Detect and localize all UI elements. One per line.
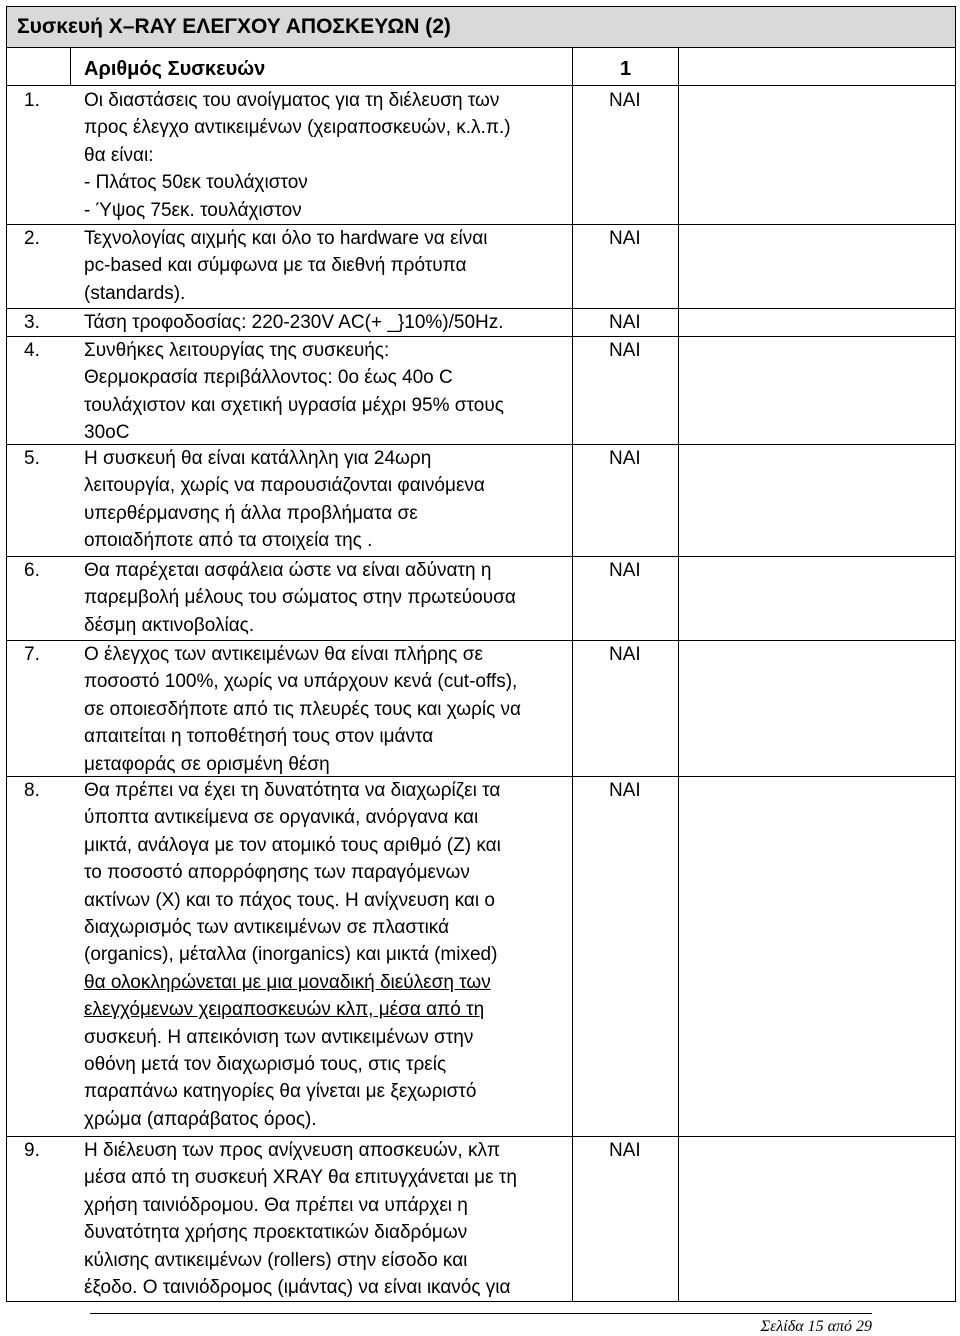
item-text-line: μικτά, ανάλογα με τον ατομικό τους αριθμό (Z) και (84, 834, 501, 856)
item-text-line: Τεχνολογίας αιχμής και όλο το hardware να είναι (84, 228, 488, 249)
item-number: 8. (24, 780, 40, 801)
item-text-line: Θα πρέπει να έχει τη δυνατότητα να διαχωρίζει τα (84, 780, 501, 801)
column-divider-left (70, 48, 71, 86)
item-text-line: Τάση τροφοδοσίας: 220-230V AC(+ _}10%)/50Hz. (84, 312, 504, 333)
item-text-line: - Ύψος 75εκ. τουλάχιστον (84, 199, 302, 221)
item-text-line: οποιαδήποτε από τα στοιχεία της . (84, 530, 373, 552)
row-divider (6, 336, 956, 337)
item-text-line: Ο έλεγχος των αντικειμένων θα είναι πλήρης σε (84, 644, 483, 665)
item-text-line: χρώμα (απαράβατος όρος). (84, 1108, 317, 1130)
item-text-line: ποσοστό 100%, χωρίς να υπάρχουν κενά (cut-offs), (84, 671, 518, 693)
item-text-line: μέσα από τη συσκευή XRAY θα επιτυγχάνεται με τη (84, 1167, 517, 1189)
title-bar (6, 6, 956, 48)
item-text-line: λειτουργία, χωρίς να παρουσιάζονται φαινόμενα (84, 475, 485, 497)
item-answer: ΝΑΙ (609, 1140, 641, 1161)
item-number: 2. (24, 228, 40, 249)
row-divider (6, 224, 956, 225)
item-number: 5. (24, 448, 40, 469)
item-text-line: συσκευή. Η απεικόνιση των αντικειμένων στην (84, 1026, 474, 1048)
column-divider-right (678, 48, 679, 1302)
item-text-line: pc-based και σύμφωνα με τα διεθνή πρότυπα (84, 255, 467, 277)
item-text-line: Η διέλευση των προς ανίχνευση αποσκευών, κλπ (84, 1140, 501, 1161)
item-answer: ΝΑΙ (609, 312, 641, 333)
item-text-line: Θερμοκρασία περιβάλλοντος: 0ο έως 40ο C (84, 367, 453, 389)
footer-rule (90, 1313, 872, 1314)
item-text-line: (organics), μέταλλα (inorganics) και μικτά (mixed) (84, 944, 498, 966)
item-text-line: Οι διαστάσεις του ανοίγματος για τη διέλευση των (84, 90, 500, 111)
item-number: 6. (24, 560, 40, 581)
page-number: Σελίδα 15 από 29 (760, 1318, 872, 1335)
item-answer: ΝΑΙ (609, 228, 641, 249)
item-text-line: - Πλάτος 50εκ τουλάχιστον (84, 172, 308, 194)
item-text-line: (standards). (84, 282, 186, 304)
item-answer: ΝΑΙ (609, 448, 641, 469)
item-number: 4. (24, 340, 40, 361)
item-text-line: κύλισης αντικειμένων (rollers) στην είσοδο και (84, 1249, 468, 1271)
device-count-value: 1 (620, 58, 632, 80)
item-text-line: παραπάνω κατηγορίες θα γίνεται με ξεχωριστό (84, 1081, 477, 1103)
item-text-line: δέσμη ακτινοβολίας. (84, 614, 255, 636)
item-text-line: τουλάχιστον και σχετική υγρασία μέχρι 95% στους (84, 394, 504, 416)
page-title: Συσκευή X–RAY ΕΛΕΓΧΟΥ ΑΠΟΣΚΕΥΩΝ (2) (17, 15, 451, 38)
item-answer: ΝΑΙ (609, 780, 641, 801)
item-answer: ΝΑΙ (609, 560, 641, 581)
item-text-line: διαχωρισμός των αντικειμένων σε πλαστικά (84, 917, 450, 938)
item-text-line: παρεμβολή μέλους του σώματος στην πρωτεύουσα (84, 587, 516, 609)
item-answer: ΝΑΙ (609, 340, 641, 361)
item-number: 3. (24, 312, 40, 333)
item-text-line: έξοδο. Ο ταινιόδρομος (ιμάντας) να είναι ικανός για (84, 1277, 511, 1298)
item-text-line: οθόνη μετά τον διαχωρισμό τους, στις τρείς (84, 1054, 447, 1075)
item-number: 9. (24, 1140, 40, 1161)
item-number: 1. (24, 90, 40, 111)
column-divider-answer (572, 48, 573, 1302)
row-divider (6, 1136, 956, 1137)
item-text-line: απαιτείται η τοποθέτησή τους στον ιμάντα (84, 726, 434, 748)
item-text-line: προς έλεγχο αντικειμένων (χειραποσκευών, κ.λ.π.) (84, 117, 511, 139)
item-answer: ΝΑΙ (609, 644, 641, 665)
item-text-line: Συνθήκες λειτουργίας της συσκευής: (84, 340, 390, 361)
item-number: 7. (24, 644, 40, 665)
item-text-line: θα ολοκληρώνεται με μια μοναδική διεύλεση των (84, 971, 491, 993)
item-text-line: ύποπτα αντικείμενα σε οργανικά, ανόργανα και (84, 807, 479, 829)
item-text-line: ελεγχόμενων χειραποσκευών κλπ, μέσα από τη (84, 999, 485, 1021)
item-text-line: δυνατότητα χρήσης προεκτατικών διαδρόμων (84, 1222, 468, 1244)
device-count-label: Αριθμός Συσκευών (84, 58, 266, 80)
header-row-divider (6, 85, 956, 86)
item-text-line: Η συσκευή θα είναι κατάλληλη για 24ωρη (84, 448, 432, 469)
item-text-line: ακτίνων (X) και το πάχος τους. Η ανίχνευση και ο (84, 889, 495, 911)
item-text-line: υπερθέρμανσης ή άλλα προβλήματα σε (84, 502, 418, 524)
item-text-line: το ποσοστό απορρόφησης των παραγόμενων (84, 862, 470, 884)
row-divider (6, 556, 956, 557)
row-divider (6, 640, 956, 641)
row-divider (6, 776, 956, 777)
item-text-line: Θα παρέχεται ασφάλεια ώστε να είναι αδύνατη η (84, 560, 492, 581)
item-text-line: θα είναι: (84, 144, 154, 166)
row-divider (6, 308, 956, 309)
item-answer: ΝΑΙ (609, 90, 641, 111)
item-text-line: μεταφοράς σε ορισμένη θέση (84, 753, 330, 775)
item-text-line: χρήση ταινιόδρομου. Θα πρέπει να υπάρχει η (84, 1194, 468, 1216)
item-text-line: σε οποιεσδήποτε από τις πλευρές τους και χωρίς να (84, 698, 522, 720)
row-divider (6, 444, 956, 445)
item-text-line: 30οC (84, 422, 130, 444)
